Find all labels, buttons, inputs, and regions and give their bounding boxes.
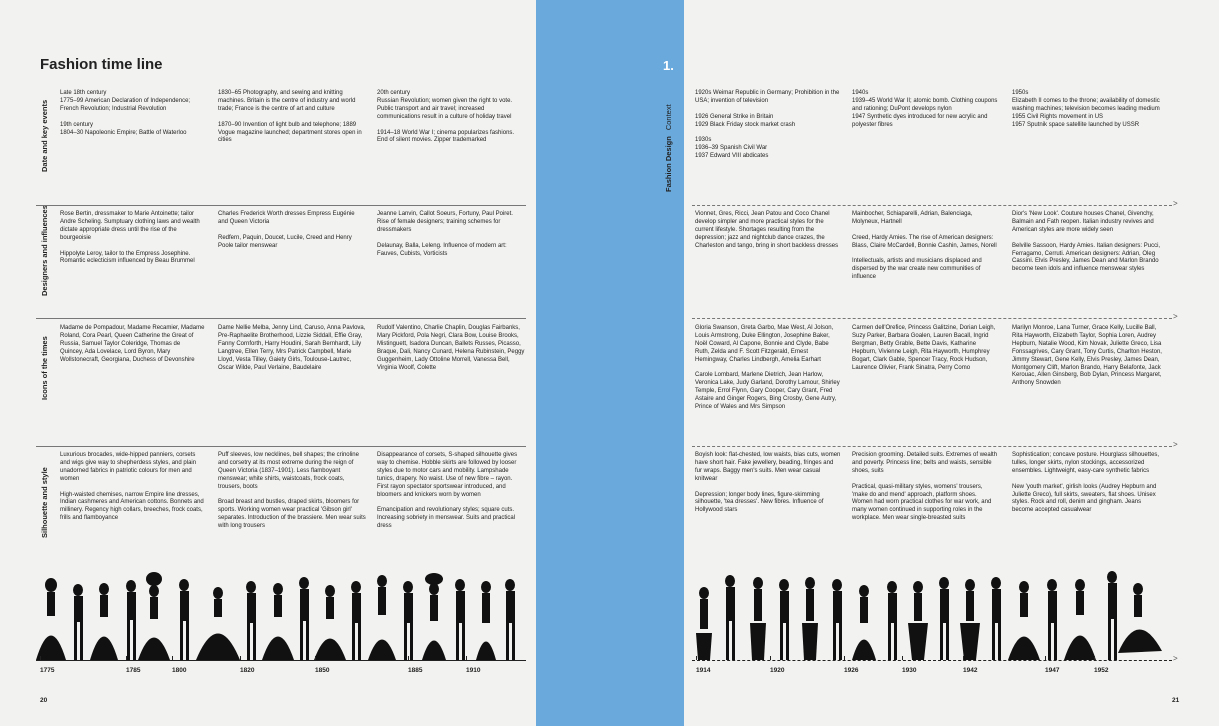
silhouette-figure (960, 579, 980, 660)
silhouette-figure (779, 579, 789, 660)
cell-silhouette-5: Precision grooming. Detailed suits. Extremes of wealth and poverty. Princess line; belts and waists, sensible shoes, suits Practical, quasi-military styles, womens' trousers, 'make do and mend' approach, platform shoes. Women had worn practical clothes for war work, and many women continued in supporting roles in the workplace. Men wear single-breasted suits (852, 452, 998, 522)
silhouette-figure (505, 579, 515, 660)
silhouette-figure (314, 585, 346, 660)
silhouette-figure (1064, 579, 1096, 660)
silhouette-figure (991, 577, 1001, 660)
row-label-silhouette: Silhouette and style (40, 467, 49, 538)
cell-events-2: 1830–65 Photography, and sewing and knitting machines. Britain is the centre of industry and world trade; France is the centre of art and culture 1870–90 Invention of light bulb and telephone; 1889 Vogue magazine launched; department stores open in cities (218, 90, 362, 144)
cell-designers-3: Jeanne Lanvin, Callot Soeurs, Fortuny, Paul Poiret. Rise of female designers; training schemes for dressmakers Delaunay, Balla, Leleng. Influence of modern art: Fauves, Cubists, Vorticists (377, 211, 513, 257)
silhouette-figure (246, 581, 256, 660)
cell-silhouette-1: Luxurious brocades, wide-hipped panniers, corsets and wigs give way to shepherdess styles, and plain unadorned fabrics in patriotic colours for men and women High-waisted chemises, narrow Empire line dresses, Indian cashmeres and American cottons. Bonnets and millinery. Regency high collars, breeches, frock coats, frills and flamboyance (60, 452, 204, 522)
silhouette-figure (299, 577, 309, 660)
timeline-year-1942: 1942 (963, 667, 978, 674)
chapter-number: 1. (663, 58, 674, 73)
silhouette-figure (725, 575, 735, 660)
context-sub: Context (664, 104, 673, 131)
timeline-year-1947: 1947 (1045, 667, 1060, 674)
timeline-tick (1045, 656, 1046, 660)
timeline-year-1920: 1920 (770, 667, 785, 674)
cell-silhouette-3: Disappearance of corsets, S-shaped silhouette gives way to chemise. Hobble skirts are followed by looser styles due to motor cars and mobility. Lampshade tunics, drapery. No waist. Use of new fibre – rayon. First rayon spectator sportswear introduced, and bloomers and knickers worn by women Emancipation and revolutionary styles; square cuts. Increasing sobriety in menswear. Suits and practical dress (377, 452, 518, 530)
cell-events-6: 1950s Elizabeth II comes to the throne; availability of domestic washing machines; television becomes leading medium 1955 Civil Rights movement in US 1957 Sputnik space satellite launched by USSR (1012, 90, 1160, 128)
arrow-icon: > (1173, 440, 1178, 449)
timeline-year-1800: 1800 (172, 667, 187, 674)
silhouette-figure (832, 579, 842, 660)
arrow-icon: > (1173, 654, 1178, 663)
timeline-year-1930: 1930 (902, 667, 917, 674)
cell-silhouette-4: Boyish look: flat-chested, low waists, bias cuts, women have short hair. Fake jewellery, beading, fringes and fur wraps. Baggy men's suits. Men wear casual knitwear Depression; longer body lines, figure-skimming silhouette, 'tea dresses'. New fibres. Influence of Hollywood stars (695, 452, 841, 514)
silhouette-figure (1118, 583, 1162, 653)
silhouette-figure (36, 578, 66, 660)
cell-icons-6: Marilyn Monroe, Lana Turner, Grace Kelly, Lucille Ball, Rita Hayworth, Elizabeth Taylor, Sophia Loren, Audrey Hepburn, Natalie Wood, Kim Novak, Juliette Greco, Lisa Fonssagrives, Cary Grant, Tony Curtis, Charlton Heston, Jimmy Stewart, Gene Kelly, Elvis Presley, James Dean, Montgomery Clift, Marlon Brando, Harry Belafonte, Jack Kerouac, Allen Ginsberg, Bob Dylan, Princess Margaret, Anthony Snowden (1012, 325, 1162, 387)
chapter-spine (536, 0, 684, 726)
timeline-tick (240, 656, 241, 660)
silhouette-figure (476, 581, 496, 660)
cell-icons-5: Carmen dell'Orefice, Princess Galitzine, Dorian Leigh, Suzy Parker, Barbara Goalen, Lauren Bacall, Ingrid Bergman, Betty Grable, Bette Davis, Katharine Hepburn, Vivienne Leigh, Rita Hayworth, Humphrey Bogart, Clark Gable, Spencer Tracy, Rock Hudson, Laurence Olivier, Frank Sinatra, Perry Como (852, 325, 996, 371)
row-separator (36, 205, 526, 206)
timeline-tick (770, 656, 771, 660)
silhouette-figure (1107, 571, 1117, 660)
cell-events-4: 1920s Weimar Republic in Germany; Prohibition in the USA; invention of television 1926 General Strike in Britain 1929 Black Friday stock market crash 1930s 1936–39 Spanish Civil War 1937 Edward VIII abdicates (695, 90, 840, 160)
row-separator (692, 318, 1172, 319)
timeline-year-1910: 1910 (466, 667, 481, 674)
timeline-tick (466, 656, 467, 660)
timeline-year-1785: 1785 (126, 667, 141, 674)
cell-designers-2: Charles Frederick Worth dresses Empress Eugénie and Queen Victoria Redfern, Paquin, Doucet, Lucile, Creed and Henry Poole tailor menswear (218, 211, 355, 249)
cell-events-1: Late 18th century 1775–99 American Declaration of Independence; French Revolution; Industrial Revolution 19th century 1804–30 Napoleonic Empire; Battle of Waterloo (60, 90, 191, 136)
timeline-year-1926: 1926 (844, 667, 859, 674)
timeline-year-1885: 1885 (408, 667, 423, 674)
silhouette-figure (196, 587, 240, 660)
cell-events-5: 1940s 1939–45 World War II; atomic bomb. Clothing coupons and rationing; DuPont develops nylon 1947 Synthetic dyes introduced for new acrylic and polyester fibres (852, 90, 998, 128)
timeline-year-1952: 1952 (1094, 667, 1109, 674)
row-label-designers: Designers and influences (40, 205, 49, 296)
cell-silhouette-6: Sophistication; concave posture. Hourglass silhouettes, tulles, longer skirts, nylon stockings, accessorized ensembles. Lightweight, easy-care synthetic fabrics New 'youth market', girlish looks (Audrey Hepburn and Juliette Greco), full skirts, sweaters, flat shoes. Unisex styles. Rock and roll, denim and gingham. Jeans become accepted casualwear (1012, 452, 1160, 514)
cell-designers-6: Dior's 'New Look'. Couture houses Chanel, Givenchy, Balmain and Fath reopen. Italian industry revives and American styles are more widely seen Belville Sassoon, Hardy Amies. Italian designers: Pucci, Ferragamo, Cerruti. American designers: Adrian, Oleg Cassini. Elvis Presley, James Dean and Marlon Brando become teen idols and influence menswear styles (1012, 211, 1161, 273)
arrow-icon: > (1173, 199, 1178, 208)
context-label (664, 104, 673, 192)
row-separator (692, 446, 1172, 447)
silhouette-figure (939, 577, 949, 660)
silhouette-figure (403, 581, 413, 660)
timeline-tick (844, 656, 845, 660)
timeline-tick (1094, 656, 1095, 660)
row-label-icons: Icons of the times (40, 336, 49, 400)
silhouette-figure (455, 579, 465, 660)
silhouette-figure (422, 573, 446, 660)
silhouette-figure (262, 583, 294, 660)
timeline-year-1820: 1820 (240, 667, 255, 674)
timeline-year-1775: 1775 (40, 667, 55, 674)
cell-events-3: 20th century Russian Revolution; women given the right to vote. Public transport and air travel; increased communications result in a culture of holiday travel 1914–18 World War I; cinema popularizes fashions. End of silent movies. Zipper trademarked (377, 90, 515, 144)
timeline-tick (315, 656, 316, 660)
timeline-axis-left (36, 660, 526, 661)
timeline-tick (963, 656, 964, 660)
row-separator (36, 318, 526, 319)
silhouette-figure (887, 581, 897, 660)
page-title: Fashion time line (40, 56, 163, 73)
timeline-tick (902, 656, 903, 660)
row-separator (36, 446, 526, 447)
silhouette-figure (179, 579, 189, 660)
cell-icons-3: Rudolf Valentino, Charlie Chaplin, Douglas Fairbanks, Mary Pickford, Pola Negri, Clara Bow, Louise Brooks, Mistinguett, Isadora Duncan, Ballets Russes, Picasso, Braque, Dali, Nancy Cunard, Helena Rubinstein, Peggy Guggenheim, Lady Ottoline Morrell, Vanessa Bell, Virginia Woolf, Colette (377, 325, 525, 371)
cell-designers-4: Vionnet, Gres, Ricci, Jean Patou and Coco Chanel develop simpler and more practical styles for the current lifestyle. Shortages resulting from the depression; jazz and nightclub dance crazes, the Charleston and tango, bring in short backless dresses (695, 211, 839, 249)
silhouette-figure (73, 584, 83, 660)
timeline-axis-right (692, 660, 1172, 661)
silhouette-figure (696, 587, 712, 660)
silhouettes-left (36, 563, 526, 660)
context-section: Fashion Design (664, 136, 673, 192)
timeline-tick (40, 656, 41, 660)
timeline-tick (696, 656, 697, 660)
arrow-icon: > (1173, 312, 1178, 321)
cell-silhouette-2: Puff sleeves, low necklines, bell shapes; the crinoline and corsetry at its most extreme during the reign of Queen Victoria (1837–1901). Less flamboyant menswear; white shirts, waistcoats, frock coats, trousers, boots Broad breast and bustles, draped skirts, bloomers for sports. Working women wear practical 'Gibson girl' separates. Introduction of the brassiere. Men wear suits with long trousers (218, 452, 366, 530)
cell-icons-4: Gloria Swanson, Greta Garbo, Mae West, Al Jolson, Louis Armstrong, Duke Ellington, Josephine Baker, Noël Coward, Al Capone, Bonnie and Clyde, Babe Ruth, Zelda and F. Scott Fitzgerald, Ernest Hemingway, Charles Lindbergh, Amelia Earhart Carole Lombard, Marlene Dietrich, Jean Harlow, Veronica Lake, Judy Garland, Dorothy Lamour, Shirley Temple, Errol Flynn, Gary Cooper, Cary Grant, Fred Astaire and Ginger Rogers, Bing Crosby, Gene Autry, Prince of Wales and Mrs Simpson (695, 325, 840, 411)
silhouette-figure (1047, 579, 1057, 660)
cell-designers-1: Rose Bertin, dressmaker to Marie Antoinette; tailor Andre Scheling. Sumptuary clothing laws and wealth dictate appropriate dress until the rise of the bourgeoisie Hippolyte Leroy, tailor to the Empress Josephine. Romantic eclecticism influenced by Beau Brummel (60, 211, 200, 265)
row-separator (692, 205, 1172, 206)
silhouette-figure (90, 583, 118, 660)
silhouette-figure (852, 585, 876, 660)
silhouette-figure (1008, 581, 1040, 660)
silhouette-figure (126, 580, 136, 660)
cell-icons-1: Madame de Pompadour, Madame Recamier, Madame Roland, Cora Pearl, Queen Catherine the Great of Russia, Samuel Taylor Coleridge, Thomas de Quincey, Ada Lovelace, Lord Byron, Mary Wollstonecraft, Georgiana, Duchess of Devonshire (60, 325, 205, 363)
silhouette-figure (351, 581, 361, 660)
silhouette-figure (138, 572, 170, 660)
silhouette-figure (802, 577, 818, 660)
silhouette-figure (368, 575, 396, 660)
timeline-year-1850: 1850 (315, 667, 330, 674)
cell-designers-5: Mainbocher, Schiaparelli, Adrian, Balenciaga, Molyneux, Hartnell Creed, Hardy Amies. The rise of American designers: Blass, Claire McCardell, Bonnie Cashin, James, Norell Intellectuals, artists and musicians displaced and dispersed by the war create new communities of influence (852, 211, 997, 281)
page-number-left: 20 (40, 697, 48, 704)
silhouettes-right (692, 563, 1172, 660)
timeline-tick (408, 656, 409, 660)
page-number-right: 21 (1172, 697, 1180, 704)
silhouette-figure (908, 581, 928, 660)
timeline-tick (126, 656, 127, 660)
silhouette-figure (750, 577, 766, 660)
row-label-events: Date and key events (40, 99, 49, 172)
timeline-year-1914: 1914 (696, 667, 711, 674)
timeline-tick (172, 656, 173, 660)
cell-icons-2: Dame Nellie Melba, Jenny Lind, Caruso, Anna Pavlova, Pre-Raphaelite Brotherhood, Lizzie Siddall, Effie Gray, Fanny Cornforth, Harry Houdini, Sarah Bernhardt, Lily Langtree, Ellen Terry, Mrs Patrick Campbell, Marie Lloyd, Vesta Tilley, Gaiety Girls, Toulouse-Lautrec, Oscar Wilde, Paul Verlaine, Baudelaire (218, 325, 366, 371)
